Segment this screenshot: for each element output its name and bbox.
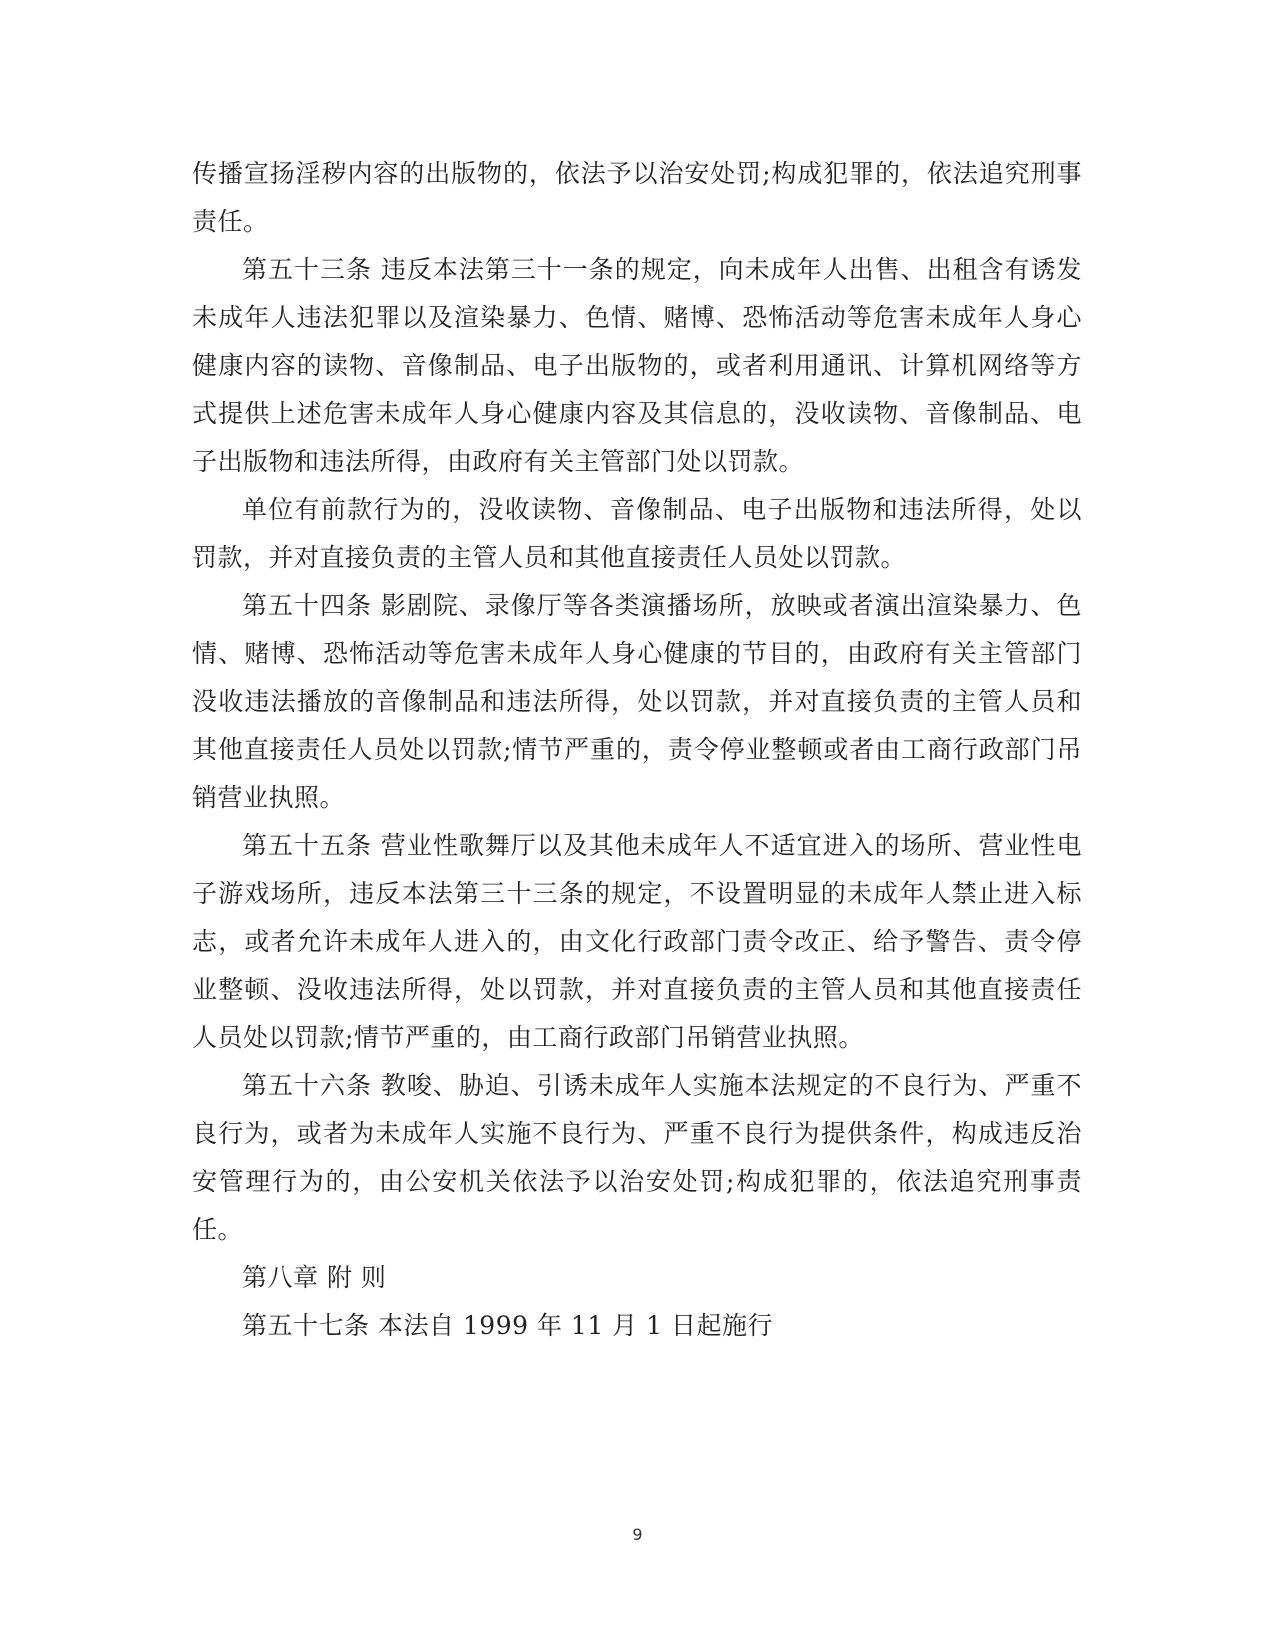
chapter-heading: 第八章 附 则: [242, 1263, 387, 1292]
document-body: [192, 150, 1082, 1350]
paragraph-article-53: 第五十三条 违反本法第三十一条的规定，向未成年人出售、出租含有诱发未成年人违法犯罪以及渲染暴力、色情、赌博、恐怖活动等危害未成年人身心健康内容的读物、音像制品、电子出版物的，或者利用通讯、计算机网络等方式提供上述危害未成年人身心健康内容及其信息的，没收读物、音像制品、电子出版物和违法所得，由政府有关主管部门处以罚款。: [192, 255, 1082, 476]
paragraph-article-53-unit: 单位有前款行为的，没收读物、音像制品、电子出版物和违法所得，处以罚款，并对直接负责的主管人员和其他直接责任人员处以罚款。: [192, 495, 1082, 572]
paragraph-continuation: 传播宣扬淫秽内容的出版物的，依法予以治安处罚;构成犯罪的，依法追究刑事责任。: [192, 159, 1082, 236]
page-number: 9: [632, 1525, 643, 1544]
paragraph-article-55: 第五十五条 营业性歌舞厅以及其他未成年人不适宜进入的场所、营业性电子游戏场所，违反本法第三十三条的规定，不设置明显的未成年人禁止进入标志，或者允许未成年人进入的，由文化行政部门责令改正、给予警告、责令停业整顿、没收违法所得，处以罚款，并对直接负责的主管人员和其他直接责任人员处以罚款;情节严重的，由工商行政部门吊销营业执照。: [192, 831, 1082, 1052]
paragraph-article-56: 第五十六条 教唆、胁迫、引诱未成年人实施本法规定的不良行为、严重不良行为，或者为未成年人实施不良行为、严重不良行为提供条件，构成违反治安管理行为的，由公安机关依法予以治安处罚;构成犯罪的，依法追究刑事责任。: [192, 1071, 1082, 1244]
paragraph-article-57: 第五十七条 本法自 1999 年 11 月 1 日起施行: [242, 1311, 773, 1340]
paragraph-article-54: 第五十四条 影剧院、录像厅等各类演播场所，放映或者演出渲染暴力、色情、赌博、恐怖活动等危害未成年人身心健康的节目的，由政府有关主管部门没收违法播放的音像制品和违法所得，处以罚款，并对直接负责的主管人员和其他直接责任人员处以罚款;情节严重的，责令停业整顿或者由工商行政部门吊销营业执照。: [192, 591, 1082, 812]
